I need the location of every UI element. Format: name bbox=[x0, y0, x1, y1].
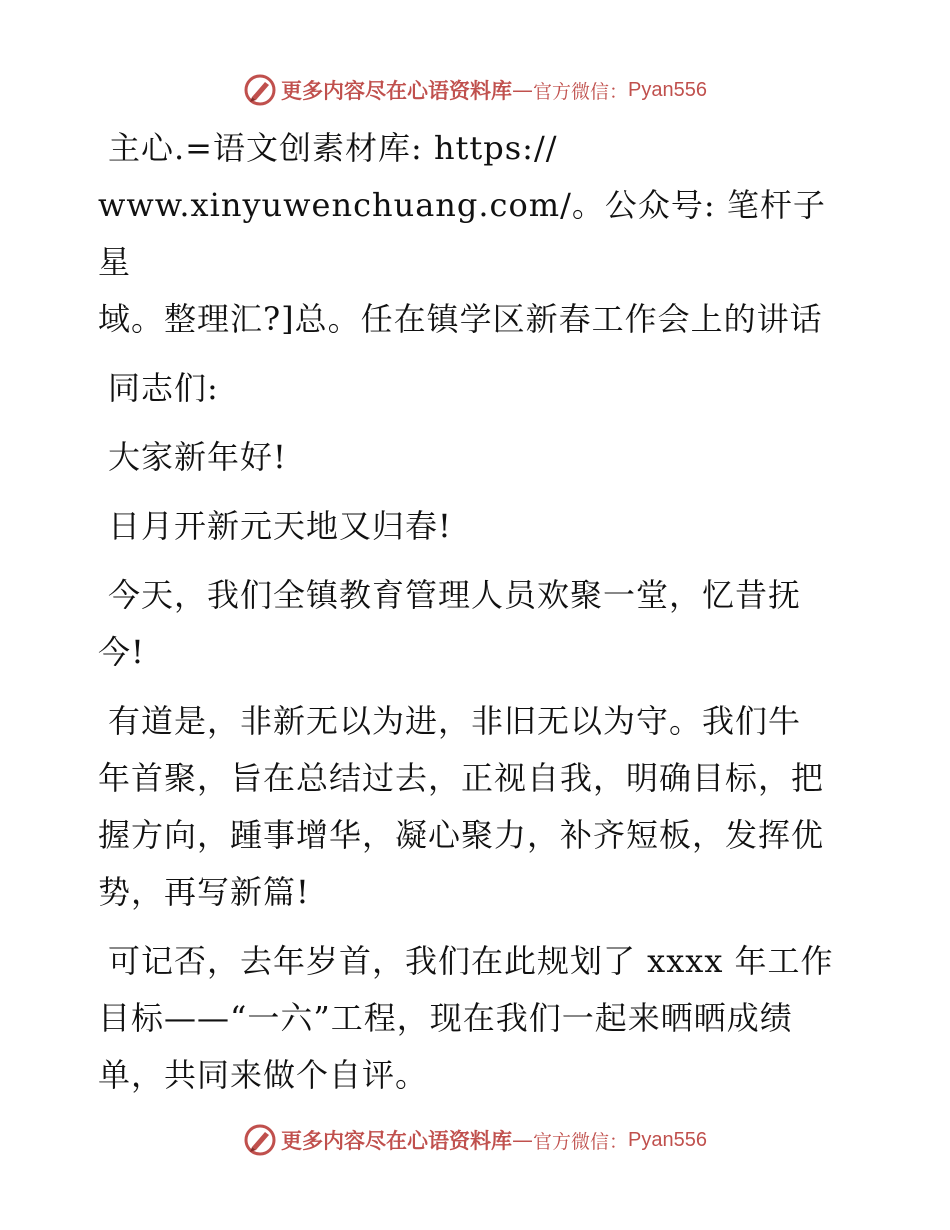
text-line: 年首聚，旨在总结过去，正视自我，明确目标，把 bbox=[98, 759, 825, 797]
text-line: 势，再写新篇! bbox=[98, 873, 310, 911]
banner-main-text: 更多内容尽在心语资料库 bbox=[281, 1128, 512, 1153]
document-body bbox=[98, 120, 858, 1104]
text-line: 域。整理汇?]总。任在镇学区新春工作会上的讲话 bbox=[98, 300, 823, 338]
banner-sub-text: 官方微信： bbox=[533, 1130, 629, 1153]
text-line: 有道是，非新无以为进，非旧无以为守。我们牛 bbox=[108, 702, 802, 740]
paragraph-source-note bbox=[98, 120, 858, 348]
banner-sub-text: 官方微信： bbox=[533, 80, 629, 103]
text-line: 单，共同来做个自评。 bbox=[98, 1056, 429, 1094]
text-line: 大家新年好! bbox=[108, 438, 287, 476]
footer-banner bbox=[0, 1120, 950, 1160]
paragraph-review bbox=[98, 933, 858, 1104]
text-line: 同志们: bbox=[108, 369, 219, 407]
pen-logo-icon bbox=[243, 1123, 277, 1157]
text-line: 握方向，踵事增华，凝心聚力，补齐短板，发挥优 bbox=[98, 816, 825, 854]
pen-logo-icon bbox=[243, 73, 277, 107]
text-line: 日月开新元天地又归春! bbox=[108, 507, 452, 545]
banner-main-text: 更多内容尽在心语资料库 bbox=[281, 78, 512, 103]
banner-dash: — bbox=[512, 1128, 533, 1152]
paragraph-greeting bbox=[98, 429, 858, 486]
paragraph-purpose bbox=[98, 693, 858, 921]
text-line: www.xinyuwenchuang.com/。公众号: 笔杆子星 bbox=[98, 186, 826, 281]
paragraph-gathering bbox=[98, 567, 858, 681]
paragraph-new-year bbox=[98, 498, 858, 555]
header-banner bbox=[0, 70, 950, 110]
text-line: 今! bbox=[98, 633, 145, 671]
text-line: 可记否，去年岁首，我们在此规划了 xxxx 年工作 bbox=[108, 942, 834, 980]
banner-dash: — bbox=[512, 78, 533, 102]
text-line: 主心.=语文创素材库: https:// bbox=[108, 129, 558, 167]
text-line: 今天，我们全镇教育管理人员欢聚一堂，忆昔抚 bbox=[108, 576, 802, 614]
text-line: 目标——“一六”工程，现在我们一起来晒晒成绩 bbox=[98, 999, 793, 1037]
paragraph-salutation bbox=[98, 360, 858, 417]
banner-wechat-id: Pyan556 bbox=[628, 78, 707, 101]
banner-wechat-id: Pyan556 bbox=[628, 1128, 707, 1151]
